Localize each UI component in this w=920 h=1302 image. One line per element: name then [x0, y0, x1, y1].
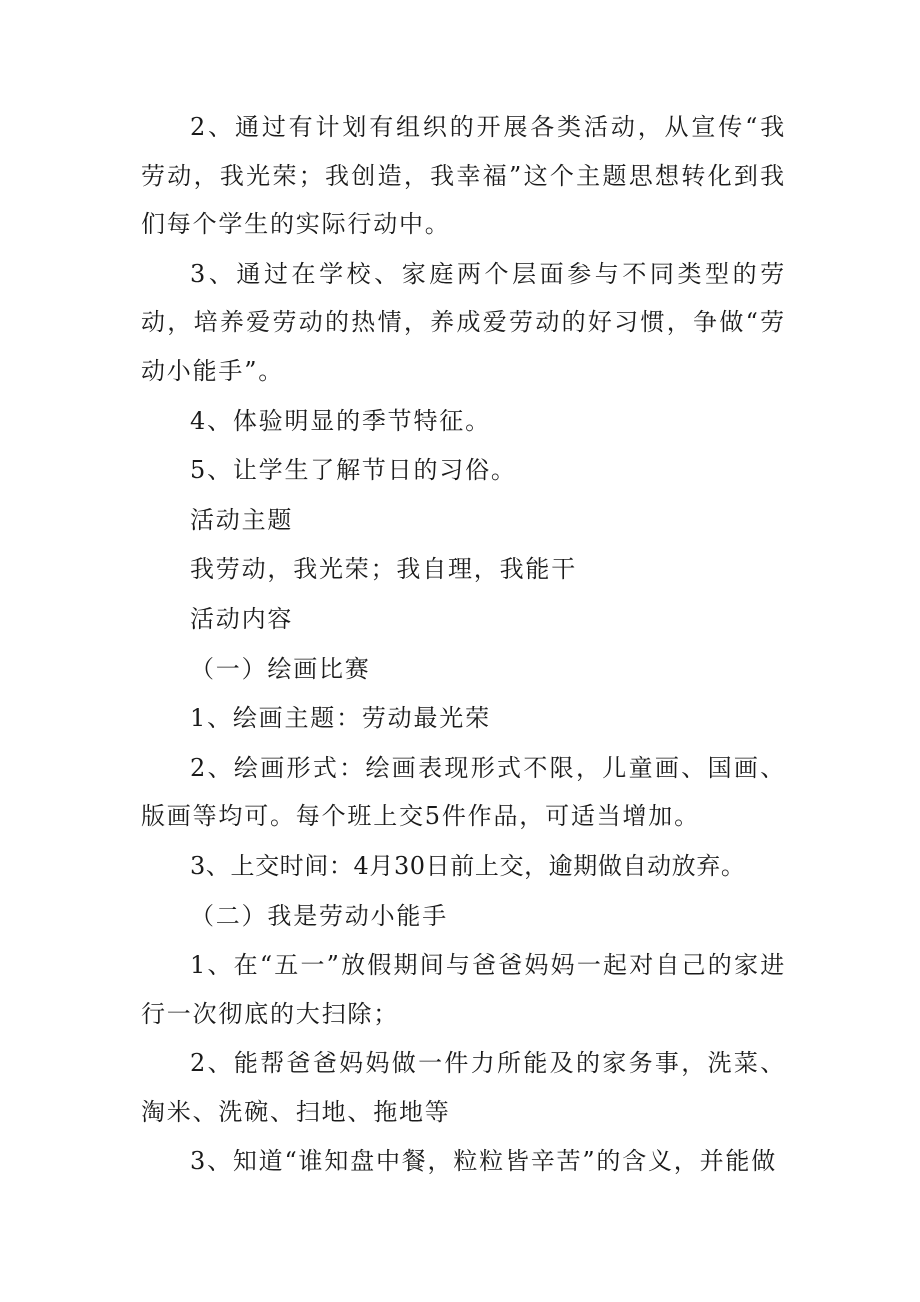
document-body	[141, 103, 786, 1187]
paragraph-goal-2: 2、通过有计划有组织的开展各类活动，从宣传“我劳动，我光荣；我创造，我幸福”这个主题思想转化到我们每个学生的实际行动中。	[141, 113, 786, 239]
heading-section-labor: （二）我是劳动小能手	[190, 901, 448, 930]
paragraph-goal-4: 4、体验明显的季节特征。	[190, 406, 491, 435]
paragraph-labor-3: 3、知道“谁知盘中餐，粒粒皆辛苦”的含义，并能做	[190, 1147, 778, 1176]
paragraph-goal-3: 3、通过在学校、家庭两个层面参与不同类型的劳动，培养爱劳动的热情，养成爱劳动的好习惯，争做“劳动小能手”。	[141, 259, 786, 385]
heading-section-painting: （一）绘画比赛	[190, 654, 371, 683]
paragraph-painting-form: 2、绘画形式：绘画表现形式不限，儿童画、国画、版画等均可。每个班上交5件作品，可适当增加。	[141, 753, 786, 831]
heading-activity-theme: 活动主题	[190, 505, 294, 534]
paragraph-labor-2: 2、能帮爸爸妈妈做一件力所能及的家务事，洗菜、淘米、洗碗、扫地、拖地等	[141, 1049, 786, 1126]
paragraph-painting-theme: 1、绘画主题：劳动最光荣	[190, 704, 491, 733]
paragraph-goal-5: 5、让学生了解节日的习俗。	[190, 456, 517, 485]
paragraph-theme-text: 我劳动，我光荣；我自理，我能干	[190, 555, 577, 584]
paragraph-submit-time: 3、上交时间：4月30日前上交，逾期做自动放弃。	[190, 851, 746, 880]
paragraph-labor-1: 1、在“五一”放假期间与爸爸妈妈一起对自己的家进行一次彻底的大扫除；	[141, 951, 786, 1028]
heading-activity-content: 活动内容	[190, 604, 294, 633]
